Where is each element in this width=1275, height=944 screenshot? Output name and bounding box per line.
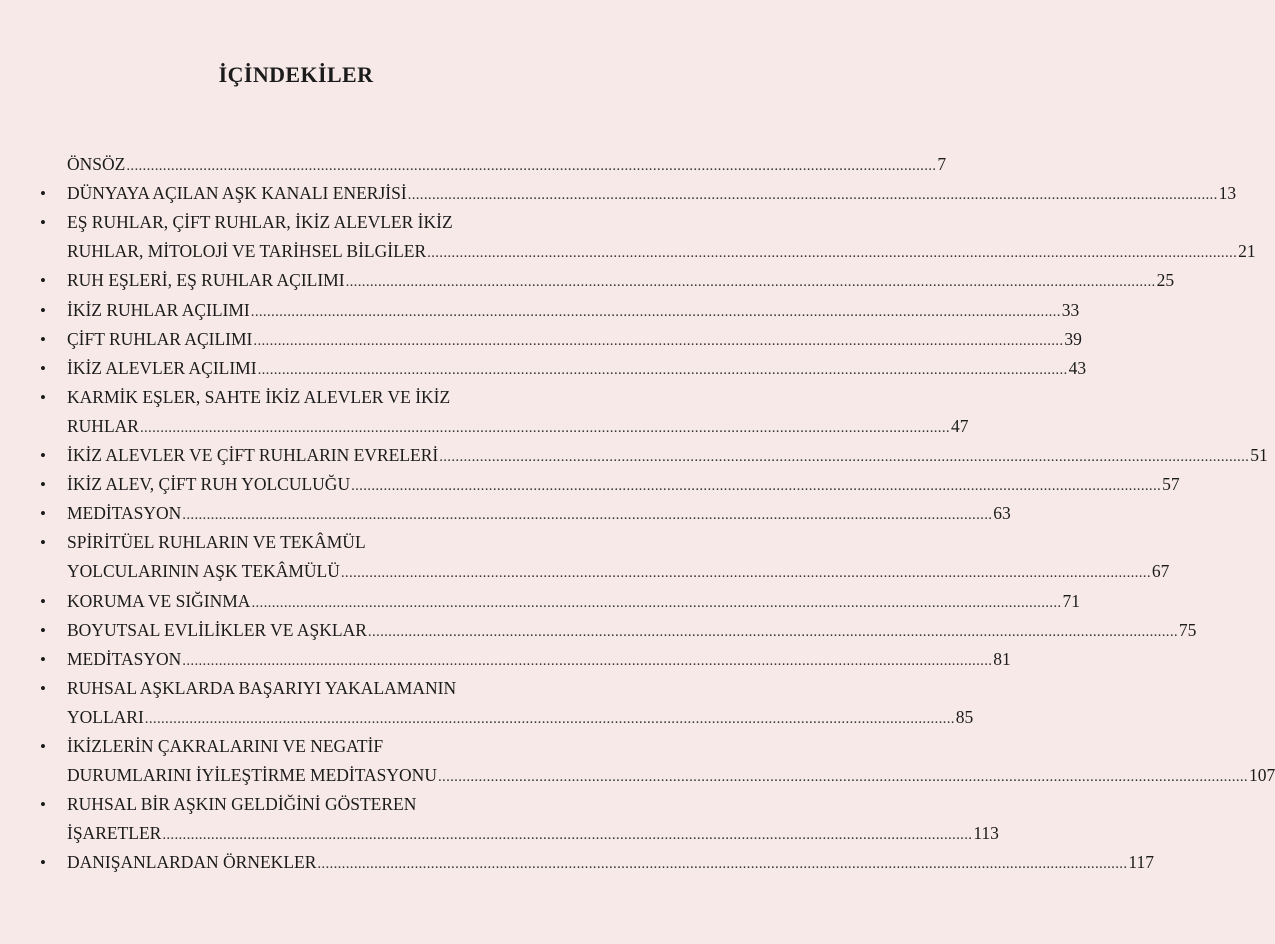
bullet-icon: • <box>40 358 46 378</box>
toc-entry-line <box>67 208 546 237</box>
toc-entry-line <box>67 819 999 848</box>
bullet-icon: • <box>40 853 46 873</box>
dot-leader: ........................................................................................................................................................................................................ <box>126 158 937 174</box>
page-number: 25 <box>1156 270 1175 291</box>
toc-entry-line <box>67 237 1256 266</box>
bullet-icon: • <box>40 213 46 233</box>
toc-entry-line <box>67 732 546 761</box>
dot-leader: ........................................................................................................................................................................................................ <box>439 449 1250 465</box>
bullet-icon: • <box>40 620 46 640</box>
page-number: 85 <box>955 706 974 727</box>
toc-entry-title: RUHLAR <box>67 415 139 436</box>
dot-leader: ........................................................................................................................................................................................................ <box>182 652 993 669</box>
toc-entry-line <box>67 499 1011 528</box>
toc-entry-line <box>67 616 1197 645</box>
page-number: 51 <box>1250 445 1268 465</box>
bullet-icon: • <box>40 184 46 204</box>
bullet-icon: • <box>40 504 46 524</box>
toc-entry-title: DURUMLARINI İYİLEŞTİRME MEDİTASYONU <box>67 765 437 786</box>
page-number: 71 <box>1062 590 1080 611</box>
bullet-icon: • <box>40 329 46 349</box>
dot-leader: ........................................................................................................................................................................................................ <box>251 594 1062 611</box>
page-number: 21 <box>1238 241 1256 262</box>
toc-entry-title: YOLLARI <box>67 706 144 727</box>
dot-leader: ........................................................................................................................................................................................................ <box>257 361 1068 378</box>
toc-entry-title: İKİZ ALEVLER AÇILIMI <box>67 357 257 378</box>
page-number: 57 <box>1162 474 1180 495</box>
toc-entry-line <box>67 354 1087 383</box>
toc-entry-line <box>67 441 1268 470</box>
bullet-icon: • <box>40 737 46 756</box>
page-number: 43 <box>1068 357 1087 378</box>
toc-entry-line <box>67 674 546 703</box>
dot-leader: ........................................................................................................................................................................................................ <box>367 623 1178 640</box>
toc-entry-line <box>67 412 969 441</box>
toc-entry-line <box>67 470 1180 499</box>
page-number: 113 <box>973 823 999 844</box>
toc-entry-title: MEDİTASYON <box>67 648 182 669</box>
page-number: 117 <box>1128 852 1154 873</box>
bullet-icon: • <box>40 475 46 495</box>
bullet-icon: • <box>40 649 46 669</box>
toc-entry-line <box>67 645 1011 674</box>
page-number: 33 <box>1061 299 1080 320</box>
toc-entry-line <box>67 325 1082 354</box>
toc-entry-title: KORUMA VE SIĞINMA <box>67 590 251 611</box>
toc-entry-title: DÜNYAYA AÇILAN AŞK KANALI ENERJİSİ <box>67 183 407 204</box>
dot-leader: ........................................................................................................................................................................................................ <box>437 769 1248 786</box>
bullet-icon: • <box>40 678 46 698</box>
toc-entry-line <box>67 383 546 412</box>
page-number: 63 <box>993 503 1011 524</box>
toc-entry-title: İKİZ ALEV, ÇİFT RUH YOLCULUĞU <box>67 474 351 495</box>
toc-entry-title: RUHSAL BİR AŞKIN GELDİĞİNİ GÖSTEREN <box>67 794 417 815</box>
page-number: 67 <box>1151 561 1170 582</box>
toc-entry-line <box>67 703 974 732</box>
bullet-icon: • <box>40 300 46 320</box>
page-number: 7 <box>937 154 947 174</box>
dot-leader: ........................................................................................................................................................................................................ <box>345 274 1156 291</box>
toc-entry-line <box>67 557 1170 586</box>
toc-entry-title: ÖNSÖZ <box>67 154 126 174</box>
dot-leader: ........................................................................................................................................................................................................ <box>253 332 1064 349</box>
page-title: İÇİNDEKİLER <box>218 62 374 87</box>
bullet-icon: • <box>40 591 46 611</box>
bullet-icon: • <box>40 387 46 407</box>
toc-entry-title: RUHLAR, MİTOLOJİ VE TARİHSEL BİLGİLER <box>67 241 427 262</box>
dot-leader: ........................................................................................................................................................................................................ <box>317 856 1128 873</box>
toc-entry-title: YOLCULARININ AŞK TEKÂMÜLÜ <box>67 561 340 582</box>
dot-leader: ........................................................................................................................................................................................................ <box>139 419 950 436</box>
dot-leader: ........................................................................................................................................................................................................ <box>182 507 993 524</box>
toc-entry-title: EŞ RUHLAR, ÇİFT RUHLAR, İKİZ ALEVLER İKİZ <box>67 212 453 233</box>
toc-entry-title: DANIŞANLARDAN ÖRNEKLER <box>67 852 317 873</box>
toc-entry-line <box>67 179 1237 208</box>
toc-entry-line <box>67 296 1080 325</box>
toc-entry-line <box>67 790 546 819</box>
page-number: 81 <box>993 648 1011 669</box>
bullet-icon: • <box>40 271 46 291</box>
dot-leader: ........................................................................................................................................................................................................ <box>351 478 1162 495</box>
bullet-icon: • <box>40 533 46 553</box>
toc-entry-title: KARMİK EŞLER, SAHTE İKİZ ALEVLER VE İKİZ <box>67 386 451 407</box>
toc-entry-title: RUH EŞLERİ, EŞ RUHLAR AÇILIMI <box>67 270 345 291</box>
toc-entry-line <box>67 266 1175 295</box>
toc-entry-title: BOYUTSAL EVLİLİKLER VE AŞKLAR <box>67 619 367 640</box>
toc-entry-title: SPİRİTÜEL RUHLARIN VE TEKÂMÜL <box>67 532 366 553</box>
toc-entry-title: İKİZLERİN ÇAKRALARINI VE NEGATİF <box>67 736 384 756</box>
dot-leader: ........................................................................................................................................................................................................ <box>340 565 1151 582</box>
bullet-icon: • <box>40 446 46 465</box>
toc-entry-title: İŞARETLER <box>67 823 162 844</box>
bullet-icon: • <box>40 795 46 815</box>
toc-entry-title: MEDİTASYON <box>67 503 182 524</box>
page-number: 47 <box>950 415 969 436</box>
toc-entry-line <box>67 761 1275 790</box>
dot-leader: ........................................................................................................................................................................................................ <box>250 303 1061 320</box>
dot-leader: ........................................................................................................................................................................................................ <box>144 710 955 727</box>
toc-entry-line <box>67 587 1080 616</box>
toc-entry-title: İKİZ ALEVLER VE ÇİFT RUHLARIN EVRELERİ <box>67 445 439 465</box>
toc-entry-line <box>67 528 546 557</box>
page-number: 39 <box>1064 328 1082 349</box>
toc-entry-line <box>67 848 1154 877</box>
dot-leader: ........................................................................................................................................................................................................ <box>162 827 973 844</box>
toc-entry-title: RUHSAL AŞKLARDA BAŞARIYI YAKALAMANIN <box>67 677 457 698</box>
dot-leader: ........................................................................................................................................................................................................ <box>427 245 1238 262</box>
page-number: 13 <box>1218 183 1237 204</box>
dot-leader: ........................................................................................................................................................................................................ <box>407 187 1218 204</box>
page-number: 75 <box>1178 619 1197 640</box>
toc-entry-line <box>67 150 947 179</box>
toc-entry-title: ÇİFT RUHLAR AÇILIMI <box>67 328 253 349</box>
toc-entry-title: İKİZ RUHLAR AÇILIMI <box>67 299 250 320</box>
page-number: 107 <box>1248 765 1275 786</box>
